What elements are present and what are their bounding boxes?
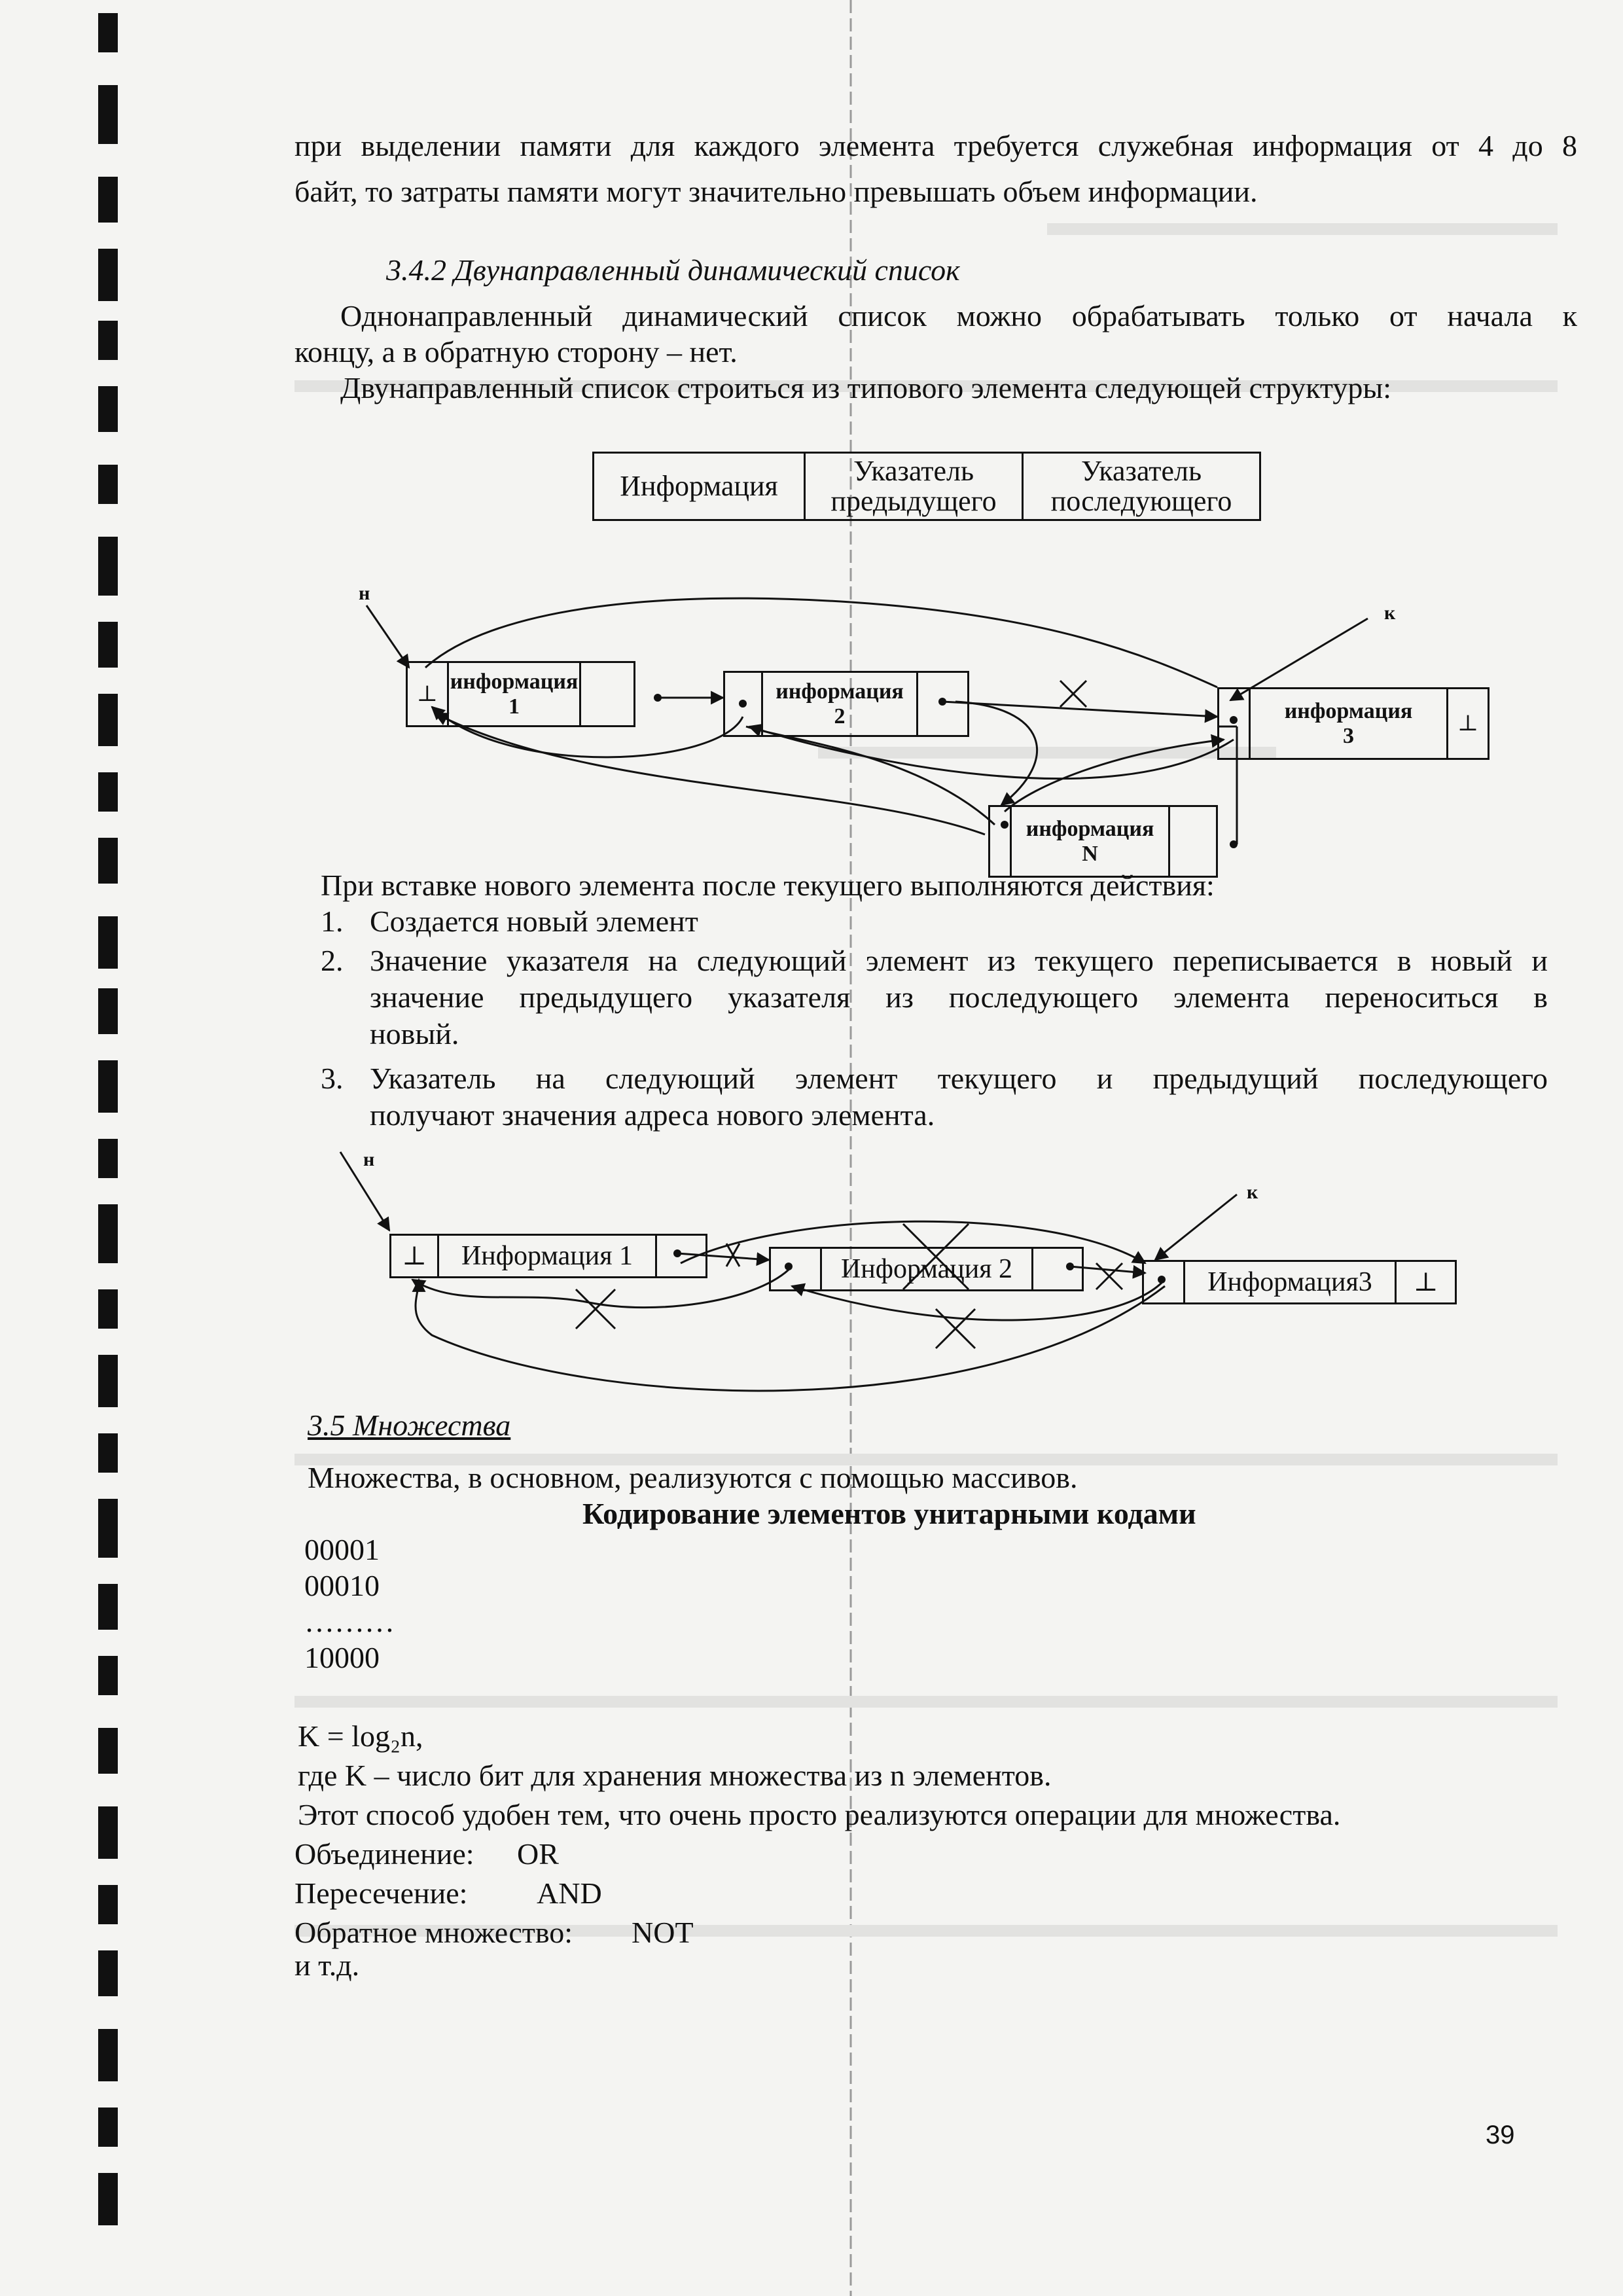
structure-prev-cell: Указатель предыдущего — [806, 454, 1024, 519]
code-n: 10000 — [304, 1641, 380, 1674]
node-info-cell: Информация 2 — [822, 1249, 1033, 1289]
code-1: 00001 — [304, 1533, 380, 1566]
binding-edge — [98, 13, 118, 2278]
node-next-cell — [1170, 807, 1216, 876]
node-prev-cell — [1144, 1262, 1185, 1302]
insert-step-2-line-3: новый. — [370, 1017, 459, 1050]
insert-step-3-line-1: Указатель на следующий элемент текущего и предыдущий последующего — [370, 1062, 1548, 1095]
op-union-name: Объединение: — [294, 1837, 474, 1871]
diagram1-head-label: н — [359, 583, 370, 604]
node-next-cell — [657, 1236, 705, 1276]
op-intersection-value: AND — [537, 1876, 602, 1910]
insert-step-3-line-2: получают значения адреса нового элемента. — [370, 1098, 935, 1132]
section-3-4-2-heading: 3.4.2 Двунаправленный динамический список — [386, 253, 960, 287]
intro-line-1: при выделении памяти для каждого элемента требуется служебная информация от 4 до 8 — [294, 129, 1577, 162]
node-next-cell — [918, 673, 967, 735]
section-3-4-2-p1-line-1: Однонаправленный динамический список можно обрабатывать только от начала к — [340, 299, 1577, 332]
diagram1-node-2 — [723, 671, 969, 737]
diagram1-tail-label: к — [1384, 602, 1396, 624]
insert-step-3-num: 3. — [321, 1062, 344, 1095]
op-complement-name: Обратное множество: — [294, 1916, 573, 1949]
diagram2-head-label: н — [363, 1149, 375, 1170]
node-next-cell — [581, 663, 633, 725]
null-cell: ⊥ — [391, 1236, 439, 1276]
node-info-cell: информация 3 — [1251, 689, 1448, 758]
op-intersection-name: Пересечение: — [294, 1876, 468, 1910]
node-prev-cell — [1219, 689, 1251, 758]
diagram1-node-3 — [1217, 687, 1489, 760]
convenience-text: Этот способ удобен тем, что очень просто реализуются операции для множества. — [298, 1798, 1341, 1831]
insert-step-2-num: 2. — [321, 944, 344, 977]
structure-info-cell: Информация — [594, 454, 806, 519]
diagram2-node-2 — [769, 1247, 1084, 1291]
code-2: 00010 — [304, 1569, 380, 1602]
null-cell: ⊥ — [408, 663, 449, 725]
node-next-cell — [1033, 1249, 1082, 1289]
node-info-cell: информация 2 — [763, 673, 918, 735]
node-info-cell: информация N — [1012, 807, 1170, 876]
list-element-structure — [592, 452, 1261, 521]
page-number: 39 — [1486, 2121, 1515, 2149]
insert-intro: При вставке нового элемента после текущего выполняются действия: — [321, 869, 1215, 902]
insert-step-1-text: Создается новый элемент — [370, 905, 698, 938]
code-ellipsis: ……… — [304, 1605, 395, 1638]
node-prev-cell — [725, 673, 763, 735]
op-union-value: OR — [517, 1837, 559, 1871]
section-3-5-p1: Множества, в основном, реализуются с помощью массивов. — [308, 1461, 1078, 1494]
insert-step-2-line-1: Значение указателя на следующий элемент из текущего переписывается в новый и — [370, 944, 1548, 977]
insert-step-2-line-2: значение предыдущего указателя из последующего элемента переноситься в — [370, 980, 1548, 1014]
diagram1-node-1 — [406, 661, 635, 727]
null-cell: ⊥ — [1413, 1267, 1438, 1297]
intro-line-2: байт, то затраты памяти могут значительно превышать объем информации. — [294, 175, 1258, 208]
section-3-4-2-p2: Двунаправленный список строиться из типового элемента следующей структуры: — [340, 371, 1392, 404]
structure-next-cell: Указатель последующего — [1050, 455, 1232, 517]
null-cell: ⊥ — [1457, 711, 1479, 736]
section-3-4-2-p1-line-2: концу, а в обратную сторону – нет. — [294, 335, 738, 368]
section-3-5-heading: 3.5 Множества — [308, 1408, 511, 1442]
diagram2-tail-label: к — [1247, 1181, 1258, 1203]
diagram2-node-1 — [389, 1234, 707, 1278]
etc-text: и т.д. — [294, 1948, 360, 1982]
formula: K = log₂n, — [298, 1719, 423, 1753]
op-complement-value: NOT — [632, 1916, 694, 1949]
diagram2-node-3 — [1142, 1260, 1457, 1304]
insert-step-1-num: 1. — [321, 905, 344, 938]
node-info-cell: Информация 1 — [439, 1236, 657, 1276]
node-prev-cell — [771, 1249, 822, 1289]
node-prev-cell — [990, 807, 1012, 876]
section-3-5-subheading: Кодирование элементов унитарными кодами — [582, 1497, 1196, 1530]
node-info-cell: информация 1 — [449, 663, 581, 725]
node-info-cell: Информация3 — [1185, 1262, 1397, 1302]
formula-where: где K – число бит для хранения множества из n элементов. — [298, 1759, 1052, 1792]
